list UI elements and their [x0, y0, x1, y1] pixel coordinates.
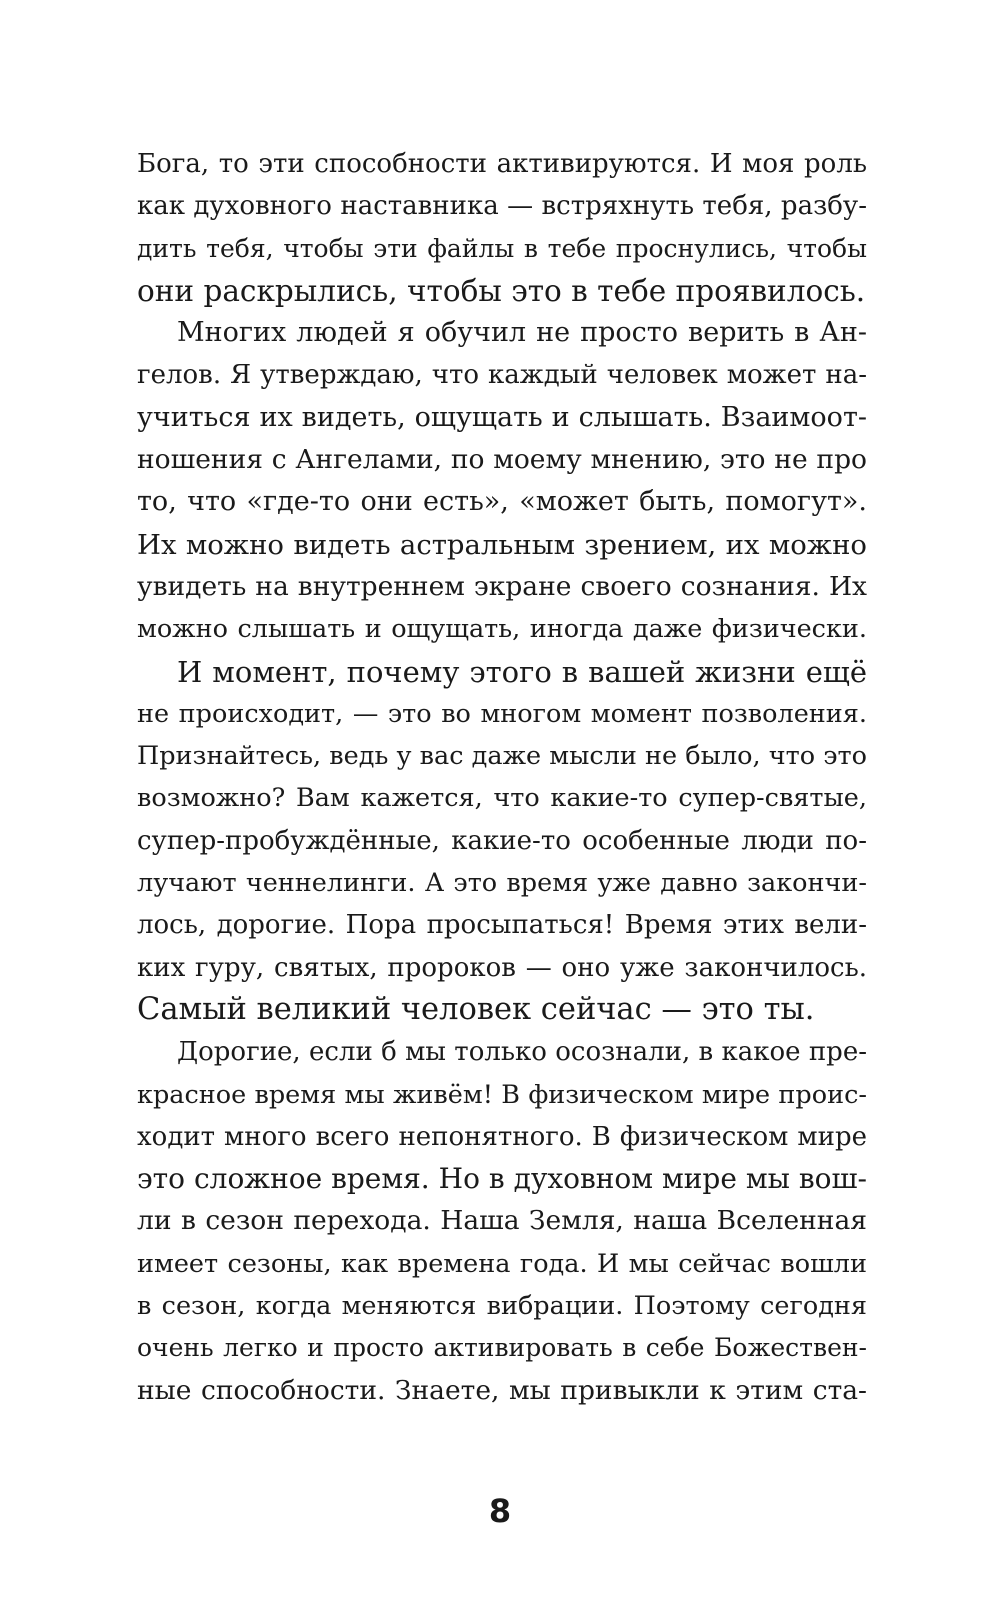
- text-line: дить тебя, чтобы эти файлы в тебе проснулись, чтобы: [137, 233, 867, 263]
- text-line: ли в сезон перехода. Наша Земля, наша Вселенная: [137, 1205, 867, 1237]
- text-line: не происходит, — это во многом момент позволения.: [137, 698, 867, 729]
- text-line: ких гуру, святых, пророков — оно уже закончилось.: [137, 952, 867, 983]
- text-line: то, что «где-то они есть», «может быть, помогут».: [137, 486, 867, 518]
- text-line: очень легко и просто активировать в себе Божествен-: [137, 1333, 867, 1363]
- text-line: лучают ченнелинги. А это время уже давно закончи-: [137, 868, 867, 899]
- text-line: лось, дорогие. Пора просыпаться! Время этих вели-: [137, 910, 867, 941]
- text-line: это сложное время. Но в духовном мире мы вош-: [137, 1162, 867, 1196]
- text-line: Самый великий человек сейчас — это ты.: [137, 991, 815, 1027]
- text-line: супер-пробуждённые, какие-то особенные люди по-: [137, 825, 867, 856]
- text-line: возможно? Вам кажется, что какие-то супер-святые,: [137, 783, 867, 814]
- page-number: 8: [488, 1492, 512, 1530]
- text-line: Бога, то эти способности активируются. И моя роль: [137, 149, 867, 179]
- text-line: увидеть на внутреннем экране своего сознания. Их: [137, 570, 867, 602]
- text-line: Их можно видеть астральным зрением, их можно: [137, 528, 867, 561]
- text-line: можно слышать и ощущать, иногда даже физически.: [137, 614, 867, 645]
- text-line: ношения с Ангелами, по моему мнению, это не про: [137, 444, 867, 476]
- text-line: имеет сезоны, как времена года. И мы сейчас вошли: [137, 1248, 867, 1279]
- text-line: они раскрылись, чтобы это в тебе проявилось.: [137, 273, 866, 308]
- text-line: как духовного наставника — встряхнуть тебя, разбу-: [137, 191, 867, 222]
- text-line: Многих людей я обучил не просто верить в Ан-: [177, 317, 867, 349]
- text-line: ходит много всего непонятного. В физическом мире: [137, 1121, 867, 1152]
- text-line: И момент, почему этого в вашей жизни ещё: [177, 654, 867, 689]
- body-text: [137, 143, 867, 1412]
- text-line: учиться их видеть, ощущать и слышать. Взаимоот-: [137, 401, 867, 433]
- text-line: в сезон, когда меняются вибрации. Поэтому сегодня: [137, 1291, 867, 1322]
- text-line: Признайтесь, ведь у вас даже мысли не было, что это: [137, 741, 867, 772]
- text-line: ные способности. Знаете, мы привыкли к этим ста-: [137, 1374, 867, 1406]
- text-line: красное время мы живём! В физическом мире проис-: [137, 1079, 867, 1110]
- text-line: Дорогие, если б мы только осознали, в какое пре-: [177, 1037, 867, 1068]
- text-line: гелов. Я утверждаю, что каждый человек может на-: [137, 360, 867, 391]
